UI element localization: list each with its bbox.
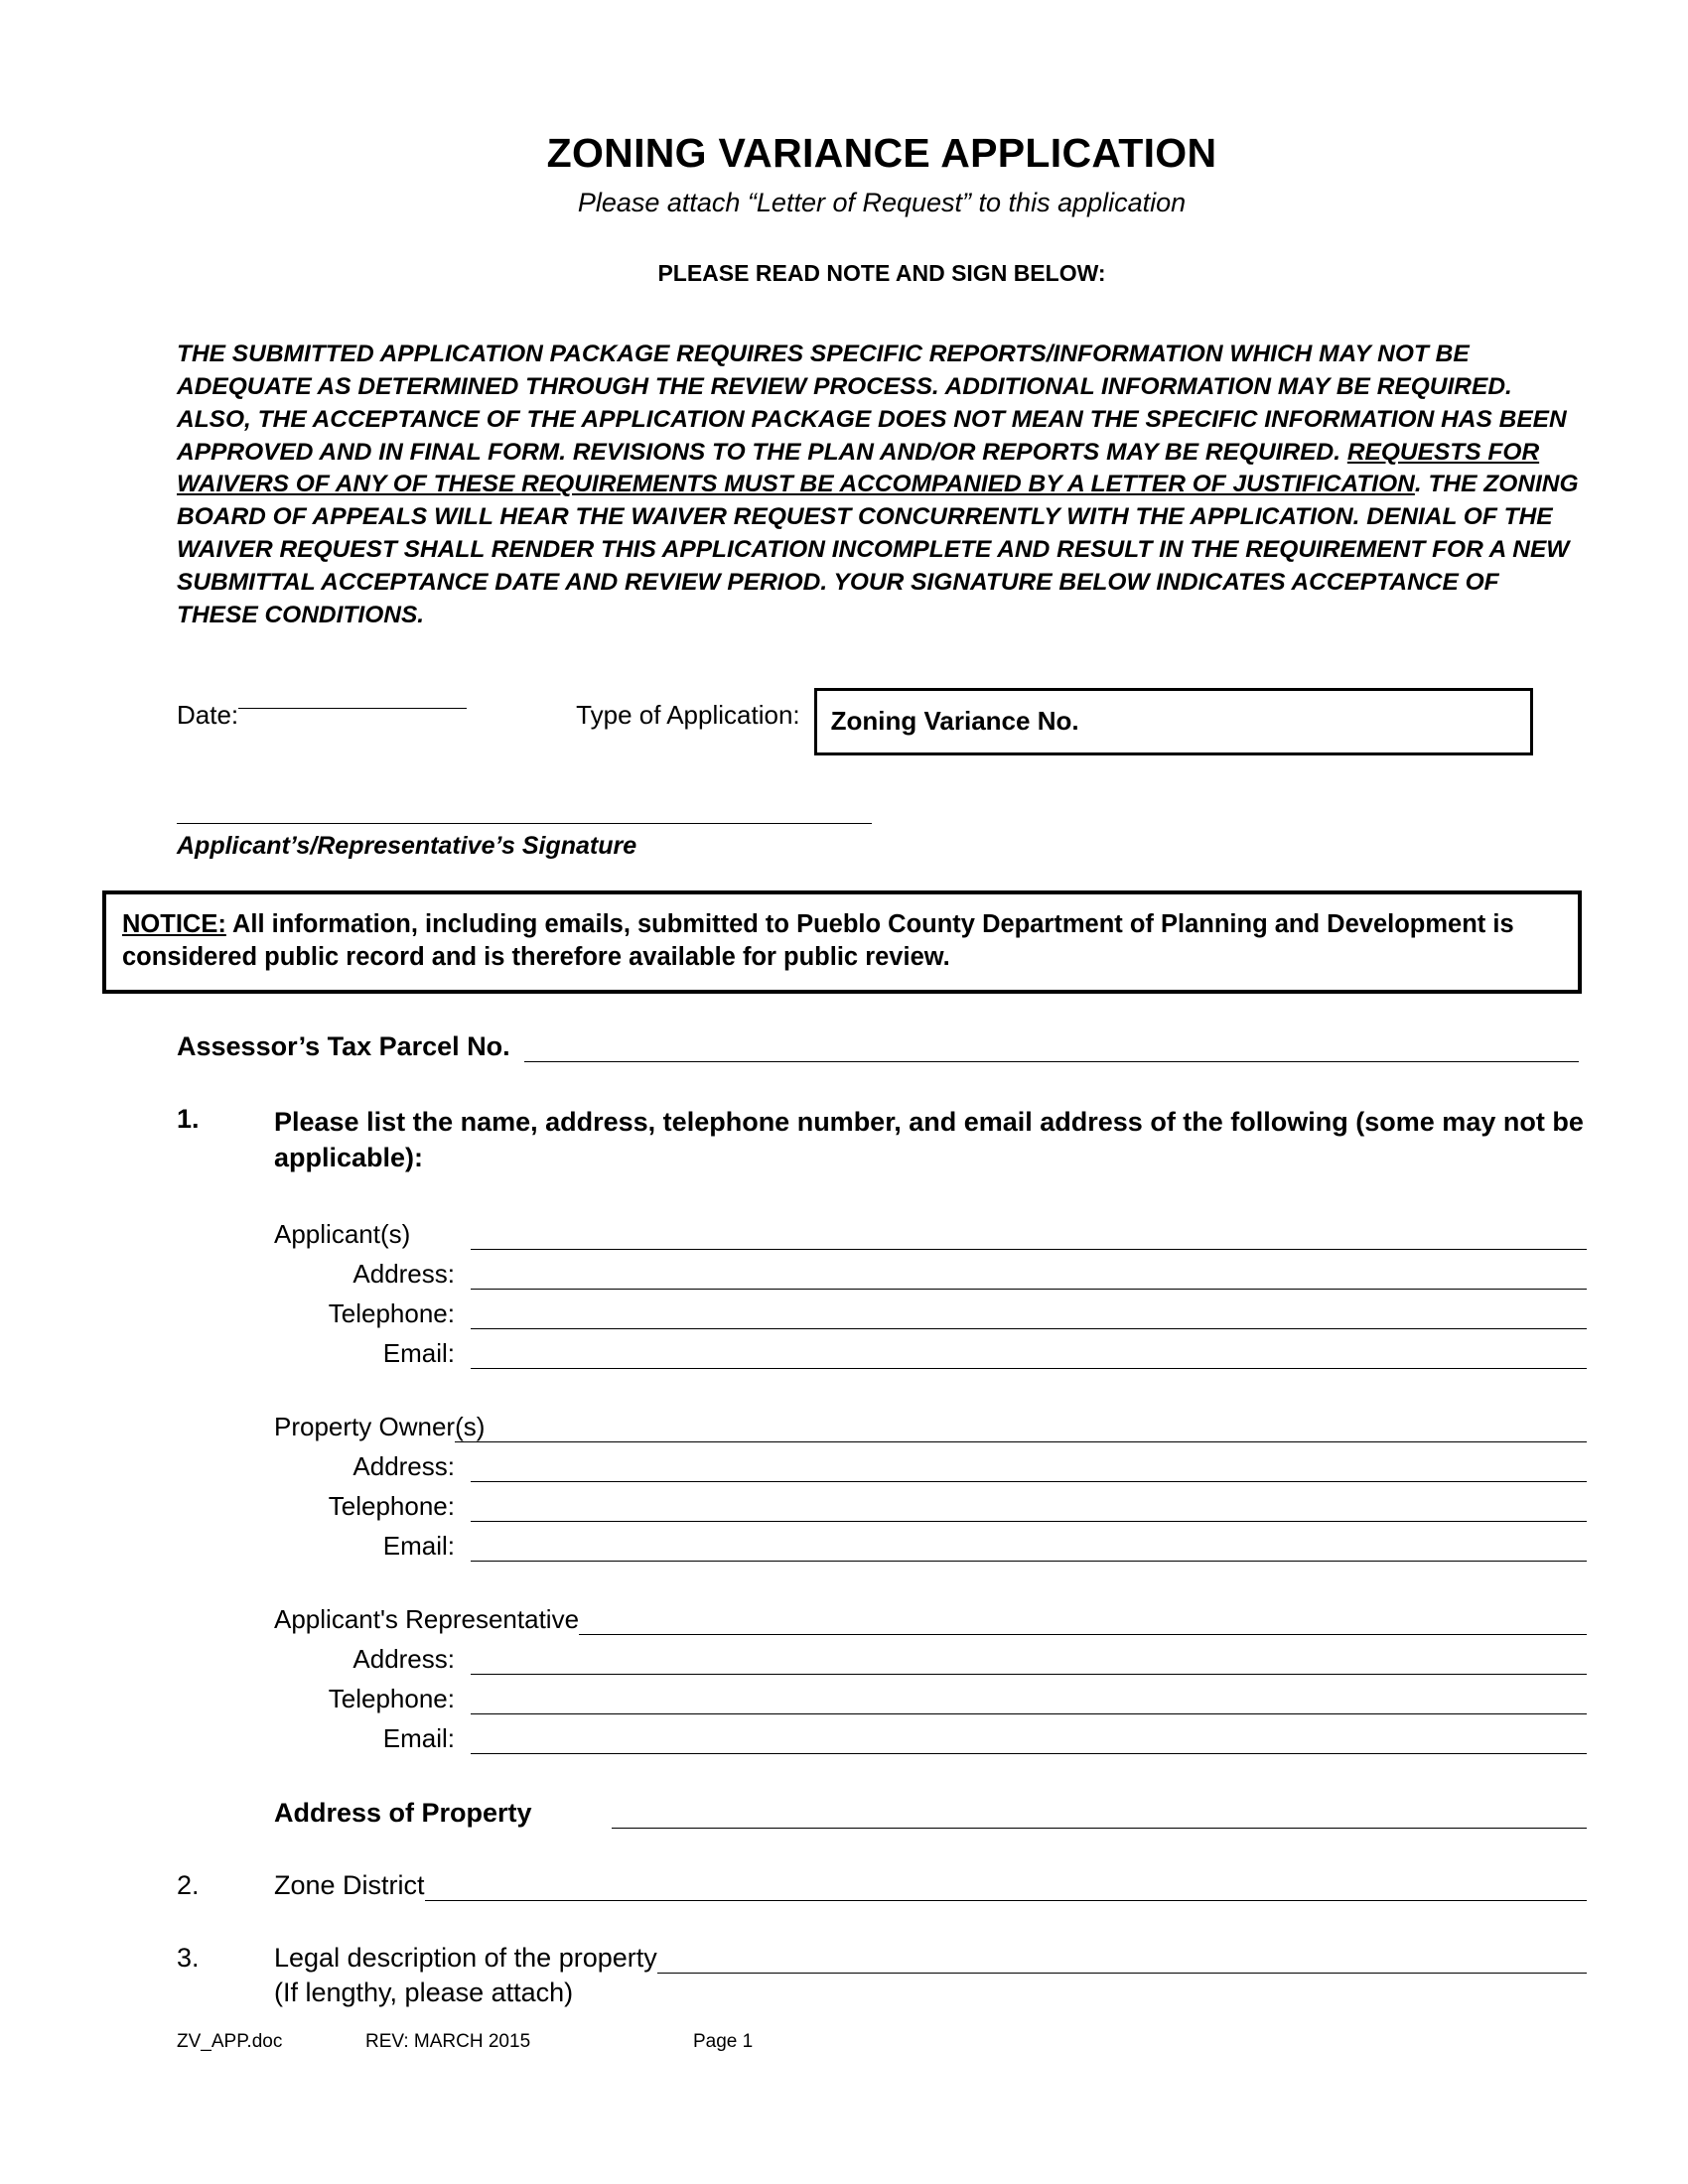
- field-applicant: [274, 1210, 1587, 1250]
- parcel-row: [177, 1031, 1587, 1062]
- field-representative-email: [274, 1714, 1587, 1754]
- field-representative-email-input[interactable]: [471, 1733, 1587, 1754]
- field-applicant-address-input[interactable]: [471, 1269, 1587, 1290]
- legal-description-label: Legal description of the property: [274, 1942, 657, 1973]
- field-applicant-address-label: Address:: [352, 1258, 455, 1289]
- page-title: ZONING VARIANCE APPLICATION: [546, 130, 1217, 176]
- field-property-owner-telephone-input[interactable]: [471, 1501, 1587, 1522]
- field-property-owner-email: [274, 1522, 1587, 1562]
- item-2-number: 2.: [177, 1869, 200, 1900]
- read-note-heading: PLEASE READ NOTE AND SIGN BELOW:: [657, 260, 1106, 287]
- field-property-owner: [274, 1403, 1587, 1442]
- address-of-property-input[interactable]: [612, 1808, 1587, 1829]
- legal-description-input[interactable]: [657, 1953, 1587, 1974]
- zone-district-label: Zone District: [274, 1869, 425, 1900]
- field-property-owner-email-label: Email:: [382, 1530, 455, 1561]
- address-of-property-row: [274, 1798, 1587, 1829]
- field-property-owner-email-input[interactable]: [471, 1541, 1587, 1562]
- type-of-application-box[interactable]: [814, 688, 1533, 755]
- footer-filename: ZV_APP.doc: [177, 2031, 283, 2052]
- field-property-owner-label: Property Owner(s): [274, 1411, 486, 1441]
- conditions-underlined: REQUESTS FOR WAIVERS OF ANY OF THESE REQUIREMENTS MUST BE ACCOMPANIED BY A LETTER OF JUSTIFICATION: [177, 438, 1540, 498]
- field-property-owner-telephone-label: Telephone:: [328, 1490, 455, 1521]
- zone-district-input[interactable]: [425, 1880, 1587, 1901]
- field-applicant-address: [274, 1250, 1587, 1290]
- date-and-type-row: [177, 688, 1587, 755]
- parcel-label: Assessor’s Tax Parcel No.: [177, 1030, 510, 1061]
- field-applicant-email: [274, 1329, 1587, 1369]
- field-representative-address-input[interactable]: [471, 1654, 1587, 1675]
- legal-description-row: [274, 1943, 1587, 1974]
- page-subtitle: Please attach “Letter of Request” to this application: [577, 188, 1187, 218]
- public-record-notice-heading: NOTICE:: [122, 909, 226, 938]
- field-representative-input[interactable]: [579, 1614, 1587, 1635]
- date-input[interactable]: [238, 688, 467, 709]
- date-label: Date:: [177, 699, 239, 730]
- page-footer: [177, 2031, 1587, 2053]
- field-representative: [274, 1595, 1587, 1635]
- public-record-notice: [102, 890, 1582, 994]
- item-2: [177, 1870, 1587, 1901]
- field-applicant-label: Applicant(s): [274, 1218, 411, 1249]
- field-representative-telephone-input[interactable]: [471, 1694, 1587, 1714]
- applicants-representative-group: [274, 1595, 1587, 1754]
- property-owner-group: [274, 1403, 1587, 1562]
- field-property-owner-address-label: Address:: [352, 1450, 455, 1481]
- field-representative-address: [274, 1635, 1587, 1675]
- field-representative-address-label: Address:: [352, 1643, 455, 1674]
- zone-district-row: [274, 1870, 1587, 1901]
- field-representative-label: Applicant's Representative: [274, 1603, 580, 1634]
- item-1-text: Please list the name, address, telephone number, and email address of the following (some may not be applicable):: [274, 1106, 1584, 1173]
- type-of-application-label: Type of Application:: [576, 699, 800, 730]
- document-content: [122, 0, 1587, 2008]
- footer-page-number: Page 1: [693, 2031, 754, 2052]
- field-property-owner-input[interactable]: [455, 1422, 1587, 1442]
- field-representative-email-label: Email:: [382, 1722, 455, 1753]
- field-applicant-telephone: [274, 1290, 1587, 1329]
- field-applicant-input[interactable]: [471, 1229, 1587, 1250]
- field-applicant-email-input[interactable]: [471, 1348, 1587, 1369]
- signature-label: Applicant’s/Representative’s Signature: [177, 831, 637, 860]
- field-representative-telephone-label: Telephone:: [328, 1683, 455, 1713]
- conditions-paragraph: [177, 339, 1587, 631]
- field-property-owner-address-input[interactable]: [471, 1461, 1587, 1482]
- item-1-number: 1.: [177, 1103, 200, 1134]
- applicant-group: [274, 1210, 1587, 1369]
- conditions-part-1: THE SUBMITTED APPLICATION PACKAGE REQUIRES SPECIFIC REPORTS/INFORMATION WHICH MAY NOT BE ADEQUATE AS DETERMINED THROUGH THE REVIEW PROCESS. ADDITIONAL INFORMATION MAY BE REQUIRED. ALSO, THE ACCEPTANCE OF THE APPLICATION PACKAGE DOES NOT MEAN THE SPECIFIC INFORMATION HAS BEEN APPROVED AND IN FINAL FORM. REVISIONS TO THE PLAN AND/OR REPORTS MAY BE REQUIRED.: [177, 341, 1567, 466]
- legal-description-note: (If lengthy, please attach): [274, 1977, 574, 2007]
- signature-input[interactable]: [177, 819, 872, 824]
- public-record-notice-text: All information, including emails, submitted to Pueblo County Department of Planning and Development is considered public record and is therefore available for public review.: [122, 909, 1514, 971]
- type-of-application-value: Zoning Variance No.: [830, 706, 1079, 737]
- field-property-owner-address: [274, 1442, 1587, 1482]
- field-applicant-telephone-label: Telephone:: [328, 1297, 455, 1328]
- parcel-input[interactable]: [524, 1039, 1579, 1062]
- field-property-owner-telephone: [274, 1482, 1587, 1522]
- item-3-number: 3.: [177, 1942, 200, 1973]
- field-representative-telephone: [274, 1675, 1587, 1714]
- address-of-property-label: Address of Property: [274, 1797, 532, 1828]
- conditions-part-2: . THE ZONING BOARD OF APPEALS WILL HEAR THE WAIVER REQUEST CONCURRENTLY WITH THE APPLICATION. DENIAL OF THE WAIVER REQUEST SHALL RENDER THIS APPLICATION INCOMPLETE AND RESULT IN THE REQUIREMENT FOR A NEW SUBMITTAL ACCEPTANCE DATE AND REVIEW PERIOD. YOUR SIGNATURE BELOW INDICATES ACCEPTANCE OF THESE CONDITIONS.: [177, 471, 1579, 628]
- field-applicant-email-label: Email:: [382, 1337, 455, 1368]
- item-1: [177, 1104, 1587, 1829]
- footer-revision: REV: MARCH 2015: [365, 2031, 531, 2052]
- field-applicant-telephone-input[interactable]: [471, 1308, 1587, 1329]
- item-3: [177, 1943, 1587, 2008]
